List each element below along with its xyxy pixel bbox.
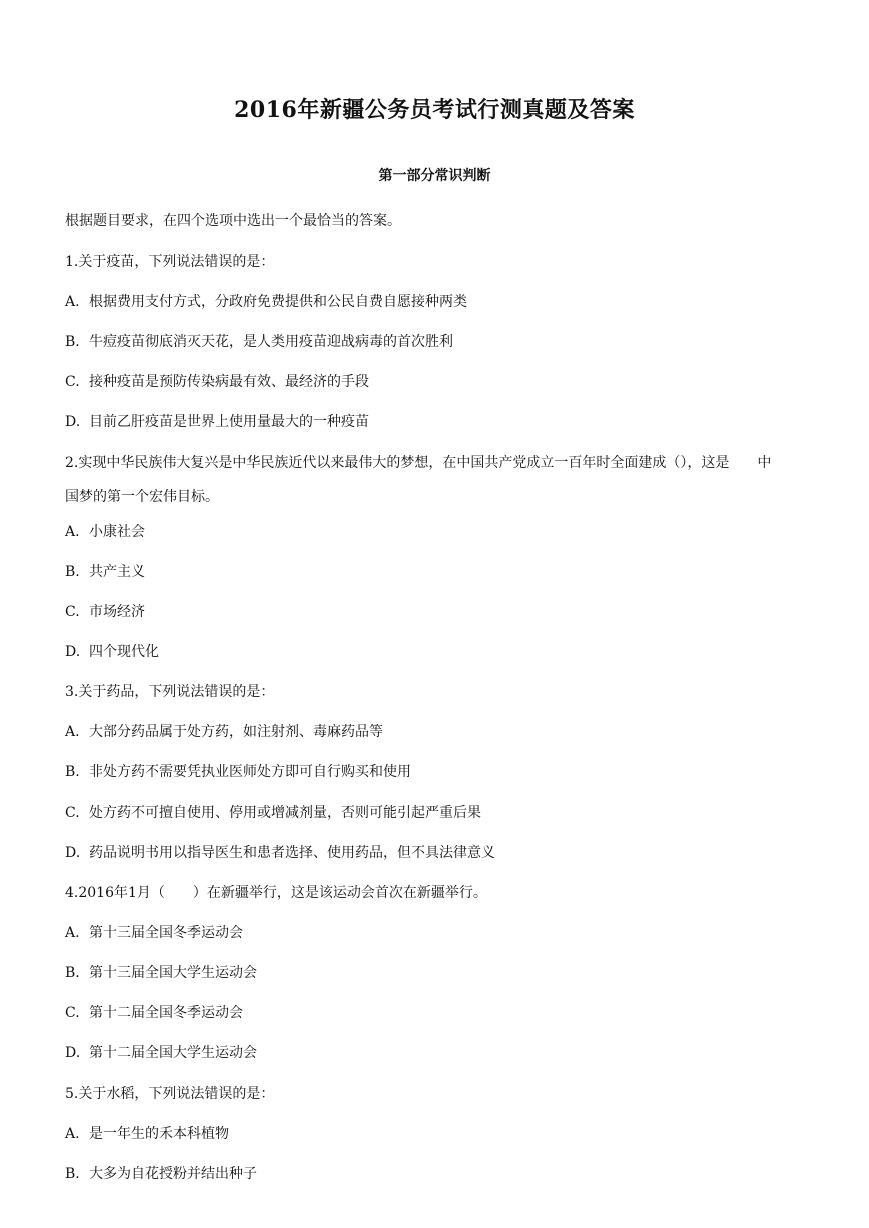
option-item: D. 第十二届全国大学生运动会: [65, 1045, 257, 1061]
question-stem: 3.关于药品，下列说法错误的是：: [65, 684, 275, 700]
option-item: C. 处方药不可擅自使用、停用或增减剂量，否则可能引起严重后果: [65, 805, 481, 821]
option-item: D. 四个现代化: [65, 644, 159, 660]
section-heading: 第一部分常识判断: [378, 168, 491, 184]
option-item: A. 大部分药品属于处方药，如注射剂、毒麻药品等: [65, 724, 383, 740]
option-item: B. 非处方药不需要凭执业医师处方即可自行购买和使用: [65, 764, 411, 780]
option-item: A. 小康社会: [65, 524, 145, 540]
option-item: A. 根据费用支付方式，分政府免费提供和公民自费自愿接种两类: [65, 294, 467, 310]
option-item: C. 市场经济: [65, 604, 145, 620]
question-stem-continued: 国梦的第一个宏伟目标。: [65, 489, 219, 505]
option-item: B. 大多为自花授粉并结出种子: [65, 1166, 257, 1182]
option-item: A. 第十三届全国冬季运动会: [65, 925, 243, 941]
instruction-text: 根据题目要求，在四个选项中选出一个最恰当的答案。: [65, 213, 401, 229]
option-item: C. 接种疫苗是预防传染病最有效、最经济的手段: [65, 374, 369, 390]
option-item: D. 药品说明书用以指导医生和患者选择、使用药品，但不具法律意义: [65, 845, 495, 861]
option-item: B. 牛痘疫苗彻底消灭天花，是人类用疫苗迎战病毒的首次胜利: [65, 334, 453, 350]
question-stem: 5.关于水稻，下列说法错误的是：: [65, 1086, 275, 1102]
option-item: B. 第十三届全国大学生运动会: [65, 965, 257, 981]
option-item: D. 目前乙肝疫苗是世界上使用量最大的一种疫苗: [65, 414, 369, 430]
option-item: B. 共产主义: [65, 564, 145, 580]
question-stem: 1.关于疫苗，下列说法错误的是：: [65, 254, 275, 270]
question-stem: 2.实现中华民族伟大复兴是中华民族近代以来最伟大的梦想，在中国共产党成立一百年时全面建成（），这是 中: [65, 455, 772, 471]
option-item: A. 是一年生的禾本科植物: [65, 1126, 229, 1142]
option-item: C. 第十二届全国冬季运动会: [65, 1005, 243, 1021]
document-title: 2016年新疆公务员考试行测真题及答案: [234, 97, 635, 123]
question-stem: 4.2016年1月（ ）在新疆举行，这是该运动会首次在新疆举行。: [65, 885, 487, 901]
